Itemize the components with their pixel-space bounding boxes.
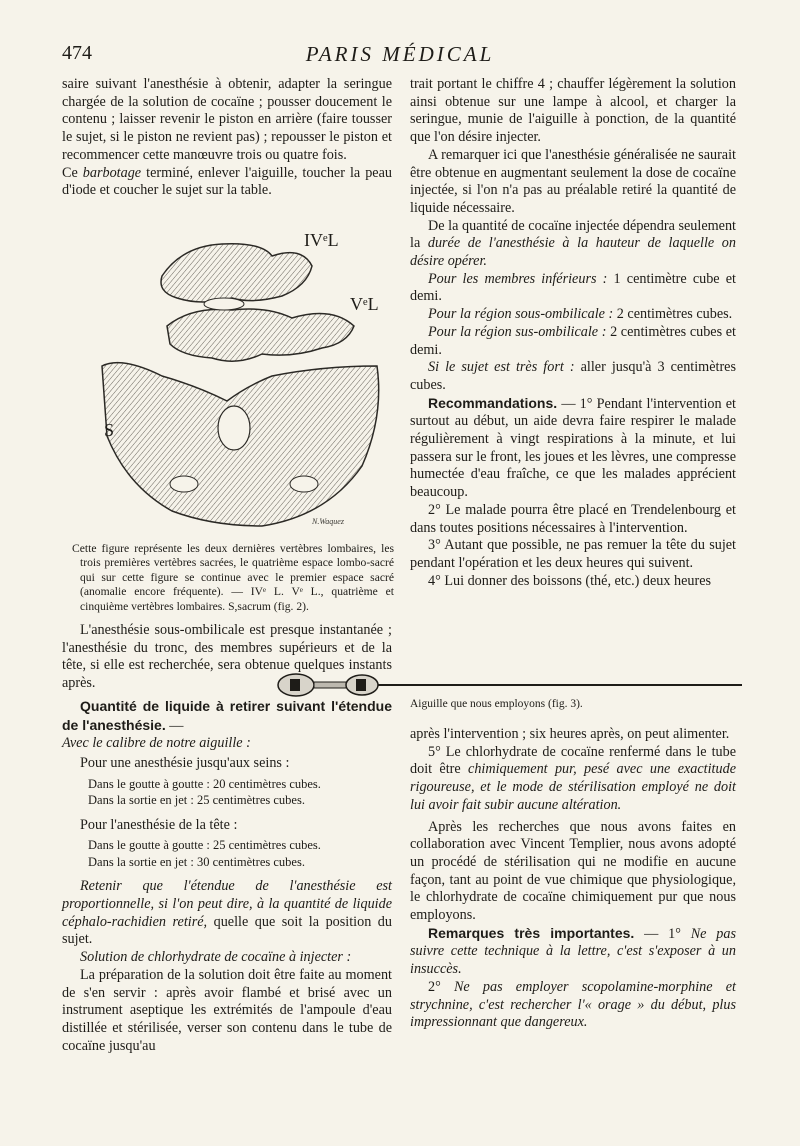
column-right-top: [410, 76, 736, 590]
paragraph: après l'intervention ; six heures après, on peut alimenter.: [410, 726, 730, 742]
artist-signature: N.Waquez: [312, 517, 344, 526]
paragraph: Avec le calibre de notre aiguille :: [62, 735, 251, 752]
paragraph: [410, 744, 736, 815]
column-right-bottom: [410, 726, 736, 1032]
paragraph: Pour l'anesthésie de la tête :: [80, 816, 238, 833]
paragraph: [410, 395, 736, 502]
dose-line: Dans le goutte à goutte : 25 centimètres cubes.: [88, 838, 321, 853]
text: aller jusqu'à 3 centimètres cubes.: [410, 359, 736, 393]
interspace: [204, 298, 244, 310]
paragraph: [410, 979, 736, 1032]
dose-line: Dans le goutte à goutte : 20 centimètres cubes.: [88, 776, 321, 791]
dose-item: [410, 359, 736, 394]
paragraph: 4° Lui donner des boissons (thé, etc.) deux heures: [428, 572, 712, 589]
emphasis: Pour la région sous-ombilicale :: [428, 306, 614, 323]
heading-text: Remarques très importantes.: [428, 924, 635, 941]
needle-illustration: [276, 672, 746, 698]
page-header: [62, 42, 738, 70]
paragraph: 2° Le malade pourra être placé en Trendelenbourg et dans toutes positions nécessaires à l'intervention.: [410, 501, 736, 536]
heading-text: Quantité de liquide à retirer suivant l'étendue de l'anesthésie.: [62, 697, 392, 733]
dose-item: [410, 324, 736, 359]
journal-title: PARIS MÉDICAL: [305, 42, 495, 66]
page-number: 474: [62, 42, 92, 64]
emphasis: Si le sujet est très fort :: [428, 359, 575, 376]
emphasis: Pour la région sus-ombilicale :: [428, 323, 607, 340]
label-l5: VᵉL: [350, 294, 379, 314]
sacral-foramen-left: [170, 476, 198, 492]
heading-text: Recommandations.: [428, 394, 558, 411]
text: — 1° Pendant l'intervention et surtout au début, un aide devra faire respirer le malade régulièrement à vingt respirations à la minute, et lui passera sur le front, les joues et les lèvres, une compresse humectée d'eau fraîche, ce que les malades apprécient beaucoup.: [410, 395, 736, 501]
paragraph: L'anesthésie sous-ombilicale est presque instantanée ; l'anesthésie du tronc, des membres supérieurs et de la tête, si elle est recherchée, sera obtenue quelques instants après.: [62, 622, 392, 692]
column-left-top: [62, 76, 392, 200]
text: —: [165, 717, 184, 734]
sacral-canal: [218, 406, 250, 450]
text: De la quantité de cocaïne injectée dépendra seulement la: [410, 217, 736, 252]
text: Ce: [62, 164, 83, 181]
emphasis: chimiquement pur, pesé avec une exactitude rigoureuse, et le mode de stérilisation employé ne doit lui avoir fait subir aucune altération.: [410, 761, 736, 813]
text: 1 centimètre cube et demi.: [410, 270, 736, 305]
vertebra-l4: [161, 244, 312, 302]
subheading: Solution de chlorhydrate de cocaïne à injecter :: [80, 949, 352, 966]
paragraph: [410, 218, 736, 271]
figure-caption: [72, 542, 394, 614]
paragraph: [62, 165, 392, 200]
paragraph: [410, 925, 736, 979]
vertebrae-illustration: [92, 226, 392, 532]
emphasis: Pour les membres inférieurs :: [428, 270, 608, 287]
paragraph: saire suivant l'anesthésie à obtenir, adapter la seringue chargée de la solution de cocaïne ; pousser doucement le contenu ; laisser revenir le piston en arrière (faire tousser le sujet, si le piston ne revient pas) ; repousser le piston et recommencer cette manœuvre trois ou quatre fois.: [62, 76, 392, 163]
needle-caption: Aiguille que nous employons (fig. 3).: [410, 698, 583, 710]
dose-item: [410, 271, 736, 306]
paragraph: A remarquer ici que l'anesthésie généralisée ne saurait être obtenue en augmentant seulement la dose de cocaïne injectée, si l'on n'a pas au préalable retiré la quantité de liquide nécessaire.: [410, 146, 736, 216]
paragraph: trait portant le chiffre 4 ; chauffer légèrement la solution ainsi obtenue sur une lampe à alcool, et charger la seringue, munie de l'aiguille à ponction, de la quantité que l'on désire injecter.: [410, 76, 736, 146]
text: 5° Le chlorhydrate de cocaïne renfermé dans le tube doit être: [410, 743, 736, 778]
emphasis: durée de l'anesthésie à la hauteur de laquelle on désire opérer.: [410, 235, 736, 270]
vertebrae-figure: [92, 226, 392, 532]
paragraph: La préparation de la solution doit être faite au moment de s'en servir : après avoir flambé et brisé avec un instrument aseptique les extrémités de l'ampoule d'eau distillée et stérilisée, verser son contenu dans le tube de cocaïne jusqu'au: [62, 966, 392, 1054]
text: 2 centimètres cubes.: [613, 306, 733, 323]
section-heading: [62, 698, 392, 735]
label-s: S: [104, 420, 115, 440]
label-l4: IVᵉL: [304, 230, 339, 250]
emphasis: Ne pas employer scopolamine-morphine et strychnine, c'est rechercher l'« orage » du début, plus impressionnant que dangereux.: [410, 978, 736, 1031]
text: terminé, enlever l'aiguille, toucher la peau d'iode et coucher le sujet sur la table.: [62, 164, 392, 199]
emphasis: Retenir que l'étendue de l'anesthésie est proportionnelle, si l'on peut dire, à la quantité de liquide céphalo-rachidien retiré,: [62, 878, 392, 930]
paragraph: [62, 878, 392, 949]
text: 2°: [428, 978, 454, 995]
caption-text: Cette figure représente les deux dernières vertèbres lombaires, les trois premières vertèbres sacrées, le quatrième espace lombo-sacré qui sur cette figure se continue avec le premier espace sacré (anomalie encore fréquente). — IVᵉ L. Vᵉ L., quatrième et cinquième vertèbres lombaires. S,sacrum (fig. 2).: [72, 542, 394, 613]
dose-line: Dans la sortie en jet : 25 centimètres cubes.: [88, 793, 305, 808]
vertebra-l5: [167, 309, 354, 361]
emphasis: barbotage: [82, 164, 142, 181]
paragraph: Pour une anesthésie jusqu'aux seins :: [80, 754, 290, 771]
paragraph: 3° Autant que possible, ne pas remuer la tête du sujet pendant l'opération et les deux heures qui suivent.: [410, 537, 736, 571]
sacral-foramen-right: [290, 476, 318, 492]
text: 2 centimètres cubes et demi.: [410, 323, 736, 358]
text: quelle que soit la position du sujet.: [62, 913, 392, 948]
dose-line: Dans la sortie en jet : 30 centimètres cubes.: [88, 854, 305, 869]
emphasis: Ne pas suivre cette technique à la lettre, c'est s'exposer à un insuccès.: [410, 925, 736, 978]
dose-item: [410, 306, 736, 324]
text: — 1°: [634, 925, 691, 942]
paragraph: Après les recherches que nous avons faites en collaboration avec Vincent Templier, nous avons adopté un procédé de stérilisation qui ne modifie en aucune façon, tant au point de vue chimique que physiologique, le chlorhydrate de cocaïne chimiquement pur que nous employons.: [410, 818, 736, 924]
needle-figure: [276, 672, 746, 698]
